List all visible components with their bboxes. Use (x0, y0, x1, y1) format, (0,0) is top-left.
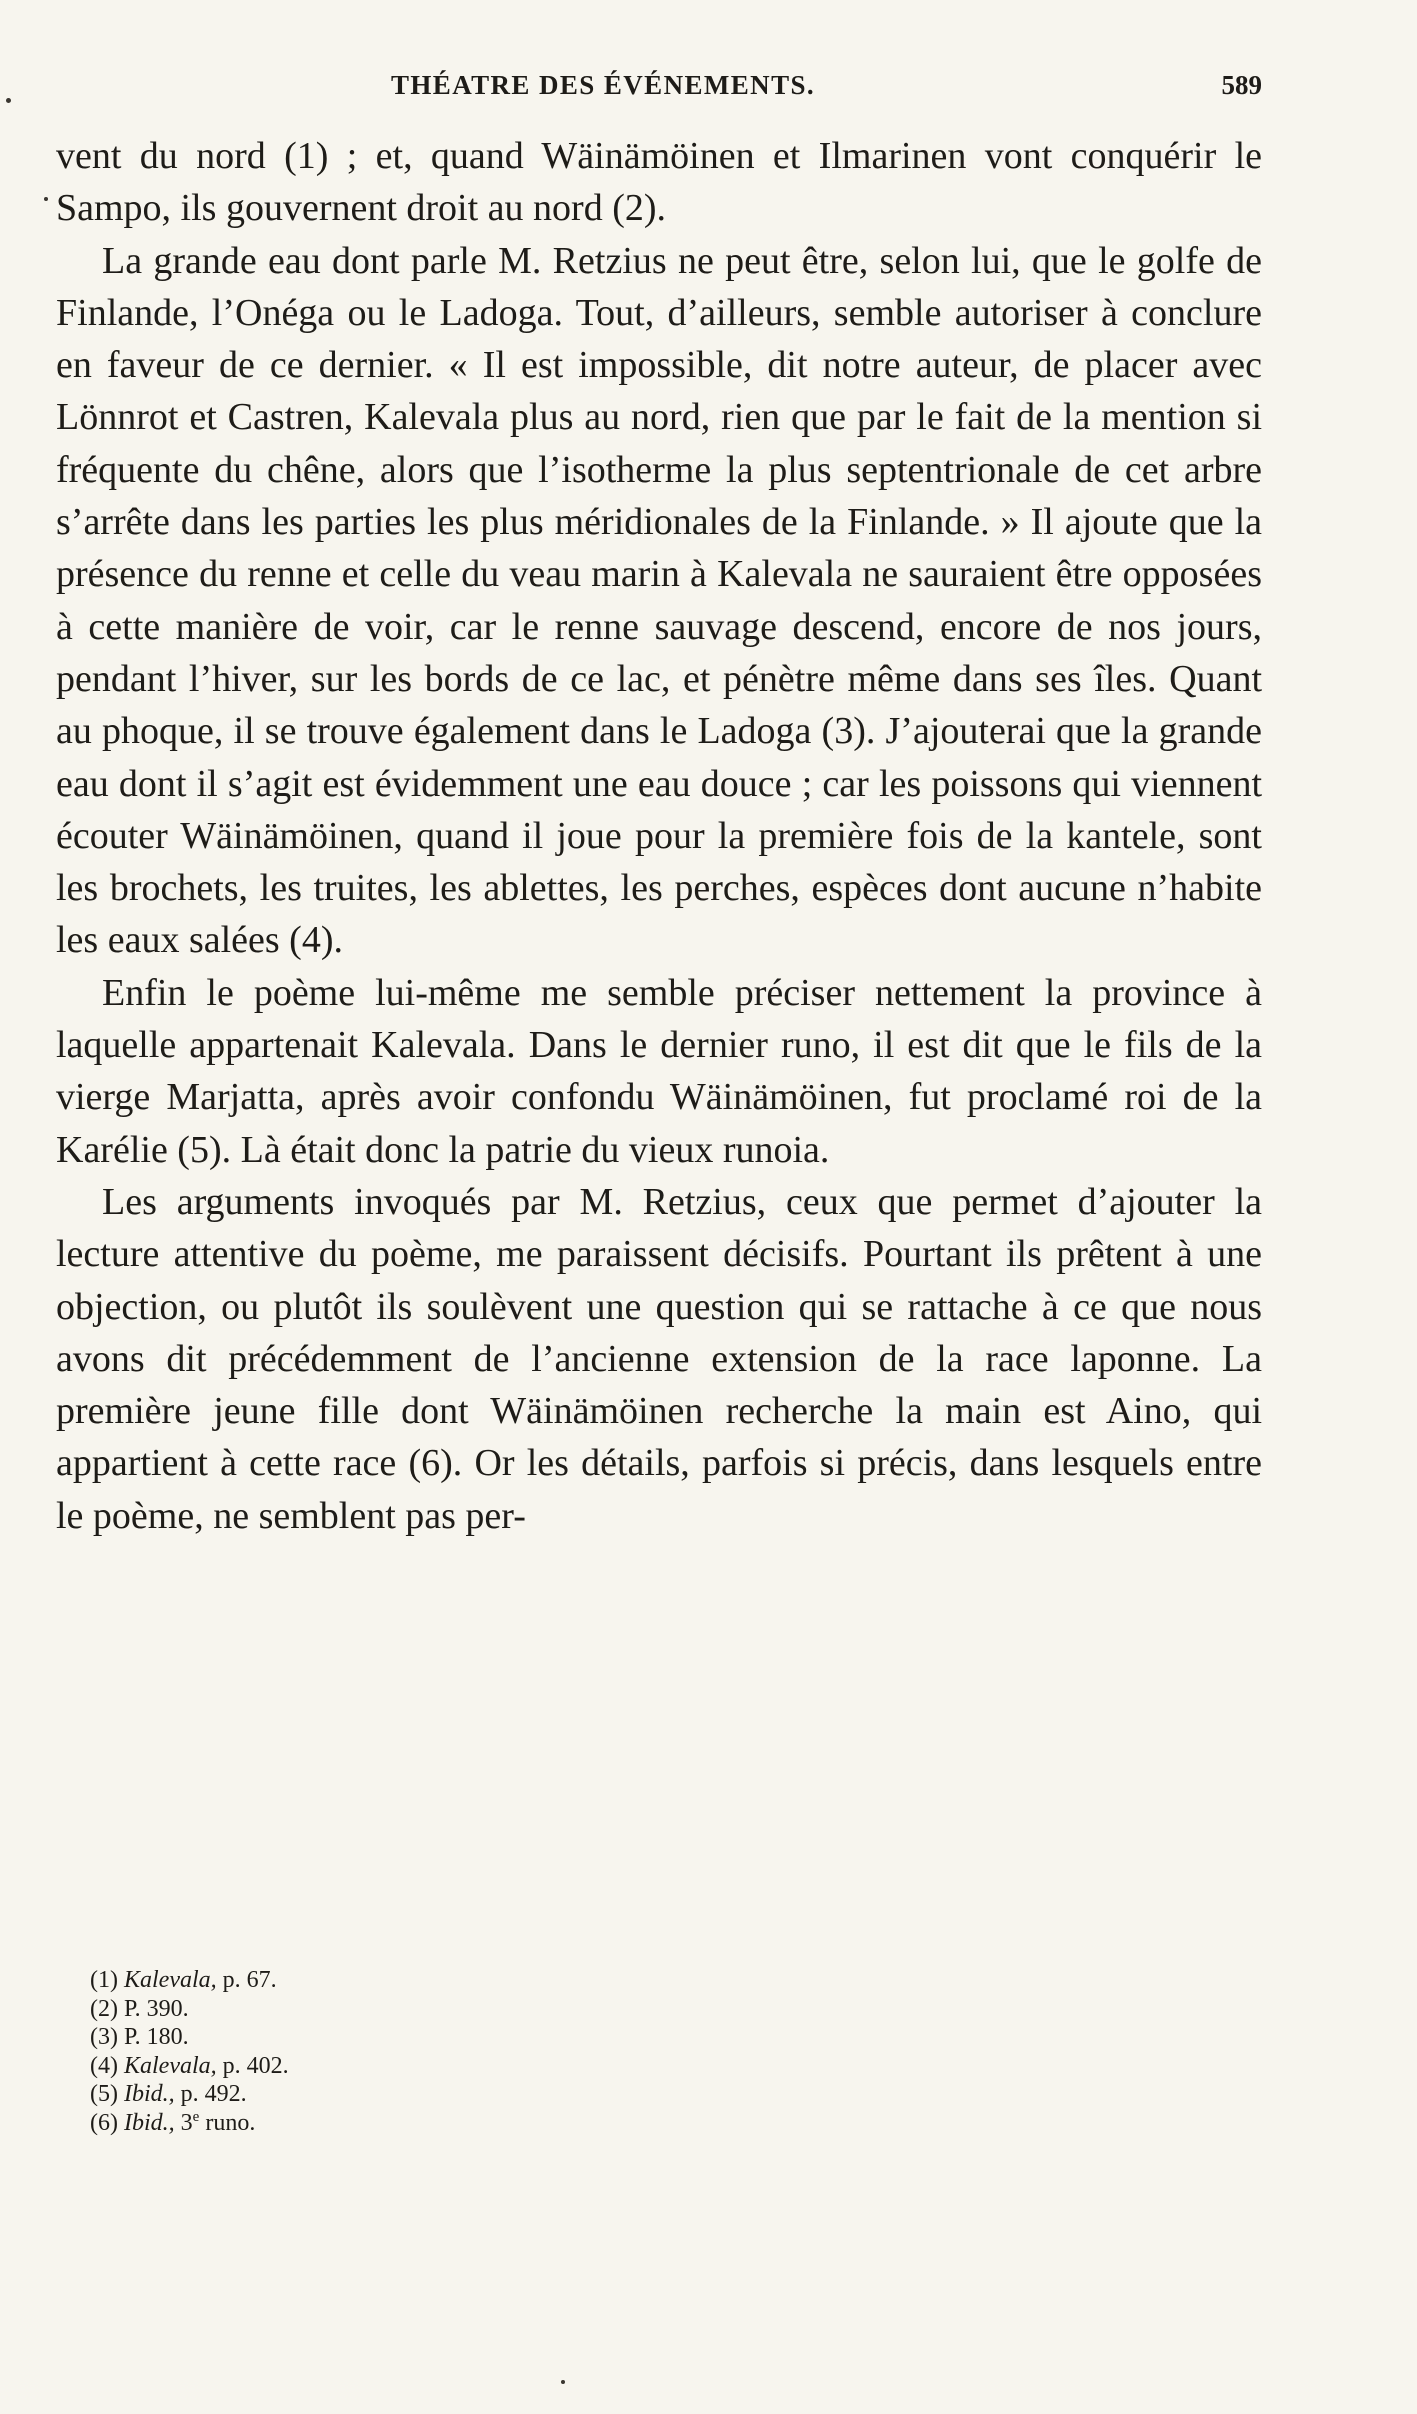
footnote-text: P. 390. (123, 1995, 189, 2022)
footnotes (90, 1966, 790, 2137)
paragraph: Les arguments invoqués par M. Retzius, ceux que permet d’ajouter la lecture attentive du poème, me paraissent décisifs. Pourtant ils prêtent à une objection, ou plutôt ils soulèvent une question qui se rattache à ce que nous avons dit précédemment de l’ancienne extension de la race laponne. La première jeune fille dont Wäinämöinen recherche la main est Aino, qui appartient à cette race (6). Or les détails, parfois si précis, dans lesquels entre le poème, ne semblent pas per- (56, 1180, 1262, 1537)
footnote-text: p. 402. (216, 2052, 289, 2079)
footnote-text: P. 180. (123, 2024, 189, 2050)
footnote (90, 1995, 790, 2024)
print-speck (6, 98, 11, 103)
print-speck (561, 2380, 565, 2384)
footnote-source: Ibid., (123, 2109, 175, 2136)
footnote-text: runo. (199, 2109, 256, 2136)
footnote-text: p. 492. (174, 2081, 247, 2107)
paragraph: La grande eau dont parle M. Retzius ne peut être, selon lui, que le golfe de Finlande, l’Onéga ou le Ladoga. Tout, d’ailleurs, semble autoriser à conclure en faveur de ce dernier. « Il est impossible, dit notre auteur, de placer avec Lönnrot et Castren, Kalevala plus au nord, rien que par le fait de la mention si fréquente du chêne, alors que l’isotherme la plus septentrionale de cet arbre s’arrête dans les parties les plus méridionales de la Finlande. » Il ajoute que la présence du renne et celle du veau marin à Kalevala ne sauraient être opposées à cette manière de voir, car le renne sauvage descend, encore de nos jours, pendant l’hiver, sur les bords de ce lac, et pénètre même dans ses îles. Quant au phoque, il se trouve également dans le Ladoga (3). J’ajouterai que la grande eau dont il s’agit est évidemment une eau douce ; car les poissons qui viennent écouter Wäinämöinen, quand il joue pour la première fois de la kantele, sont les brochets, les truites, les ablettes, les perches, espèces dont aucune n’habite les eaux salées (4). (56, 239, 1262, 962)
page-header (56, 70, 1262, 110)
footnote-number: (1) (90, 1967, 118, 1993)
footnote (90, 2080, 790, 2109)
print-speck (44, 197, 48, 201)
footnote-number: (3) (90, 2024, 118, 2050)
main-text (56, 130, 1262, 1542)
footnote-number: (4) (90, 2052, 118, 2079)
footnote-number: (5) (90, 2081, 118, 2107)
footnote (90, 1966, 790, 1995)
footnote-number: (2) (90, 1995, 118, 2022)
footnote-text: p. 67. (216, 1967, 277, 1993)
footnote (90, 2052, 790, 2081)
footnote-superscript: e (192, 2108, 200, 2125)
footnote-source: Kalevala, (123, 2052, 217, 2079)
paragraph: vent du nord (1) ; et, quand Wäinämöinen et Ilmarinen vont conquérir le Sampo, ils gouvernent droit au nord (2). (56, 135, 1262, 230)
page-number: 589 (1221, 70, 1262, 100)
footnote-text: 3 (174, 2109, 193, 2136)
footnote (90, 2109, 790, 2138)
footnote (90, 2023, 790, 2052)
footnote-source: Kalevala, (123, 1967, 217, 1993)
footnote-source: Ibid., (123, 2081, 175, 2107)
paragraph: Enfin le poème lui-même me semble préciser nettement la province à laquelle appartenait Kalevala. Dans le dernier runo, il est dit que le fils de la vierge Marjatta, après avoir confondu Wäinämöinen, fut proclamé roi de la Karélie (5). Là était donc la patrie du vieux runoia. (56, 971, 1262, 1171)
running-head: THÉATRE DES ÉVÉNEMENTS. (391, 70, 816, 100)
footnote-number: (6) (90, 2109, 118, 2136)
